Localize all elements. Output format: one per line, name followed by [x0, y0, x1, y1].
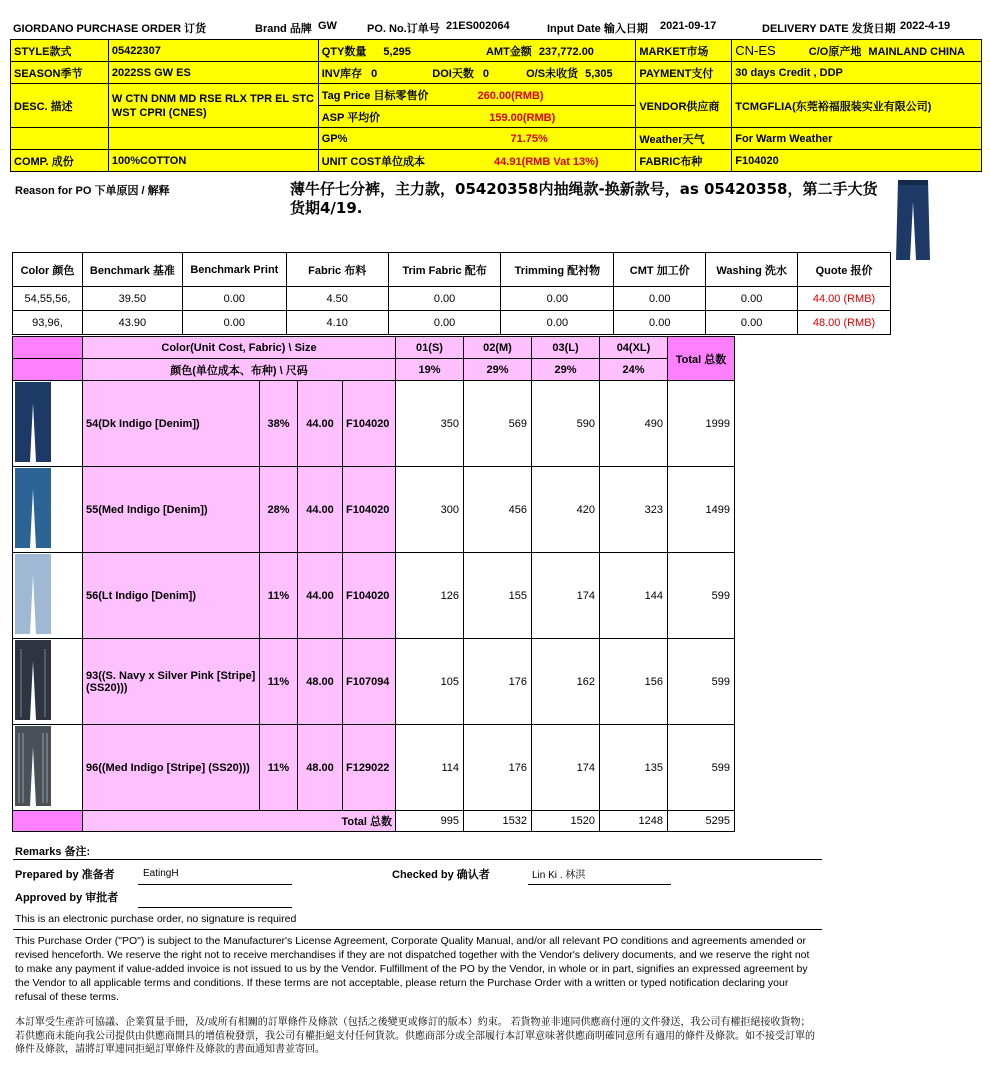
jeans-navy-stripe-icon [13, 639, 53, 721]
po-number-value: 21ES002064 [446, 20, 510, 32]
grand-total: 5295 [668, 811, 735, 832]
divider [13, 929, 822, 930]
checked-label: Checked by 确认者 [392, 869, 490, 881]
delivery-date-label: DELIVERY DATE 发货日期 [762, 23, 896, 35]
payment-value: 30 days Credit , DDP [732, 62, 982, 84]
jeans-dk-indigo-icon [13, 381, 53, 463]
total-head: Total 总数 [668, 337, 735, 381]
col-fabric: Fabric 布料 [286, 253, 388, 287]
table-row: 56(Lt Indigo [Denim]) 11% 44.00 F104020 126 155 174 144 599 [13, 553, 735, 639]
ratio-xl: 24% [600, 359, 668, 381]
payment-label: PAYMENT支付 [636, 62, 732, 84]
ratio-l: 29% [532, 359, 600, 381]
ratio-m: 29% [464, 359, 532, 381]
input-date-value: 2021-09-17 [660, 20, 717, 32]
fabric-label: FABRIC布种 [636, 150, 732, 172]
po-info-table [10, 39, 982, 172]
vendor-value: TCMGFLIA(东莞裕福服装实业有限公司) [732, 84, 982, 128]
size-quantity-table [12, 336, 735, 832]
remarks-label: Remarks 备注: [15, 846, 91, 858]
fabric-value: F104020 [732, 150, 982, 172]
size-l: 03(L) [532, 337, 600, 359]
asp-label: ASP 平均价 [321, 111, 381, 124]
jeans-med-indigo-icon [13, 467, 53, 549]
unit-cost-label: UNIT COST单位成本 [321, 155, 425, 168]
legal-text-en: This Purchase Order ("PO") is subject to the Manufacturer's License Agreement, Corporate Quality Manual, and/or all relevant PO conditions and agreements amended or revised henceforth. We reserve the right not to receive merchandises if they are not dispatched together with the Vendor's delivery documents, and we reserve the right not to make any payment if value-added invoice is not issued to us by the Vendor. Fulfillment of the PO by the Vendor, in whole or in part, signifies an expressed agreement by the Vendor to all applicable terms and conditions. If these terms are not acceptable, please return the Purchase Order with a written or typed notification declaring your refusal of these terms. [15, 935, 810, 1003]
unit-cost-value: 44.91(RMB Vat 13%) [494, 155, 599, 168]
col-trim-fabric: Trim Fabric 配布 [388, 253, 501, 287]
col-quote: Quote 报价 [798, 253, 891, 287]
comp-value: 100%COTTON [108, 150, 318, 172]
qty-label: QTY数量 [321, 45, 367, 58]
size-m: 02(M) [464, 337, 532, 359]
brand-value: GW [318, 20, 337, 32]
jeans-med-stripe-icon [13, 725, 53, 807]
comp-label: COMP. 成份 [11, 150, 109, 172]
gp-label: GP% [321, 132, 348, 145]
gp-value: 71.75% [510, 132, 548, 145]
input-date-label: Input Date 输入日期 [547, 23, 648, 35]
totals-label: Total 总数 [83, 811, 396, 832]
table-row: 93,96, 43.90 0.00 4.10 0.00 0.00 0.00 0.00 48.00 (RMB) [13, 311, 891, 335]
os-label: O/S未收货 [526, 67, 579, 80]
tag-price-label: Tag Price 目标零售价 [321, 89, 429, 102]
po-number-label: PO. No.订单号 [367, 23, 440, 35]
checked-value: Lin Ki . 林淇 [532, 870, 586, 881]
size-head-zh: 颜色(单位成本、布种) \ 尺码 [83, 359, 396, 381]
table-row: 55(Med Indigo [Denim]) 28% 44.00 F104020 300 456 420 323 1499 [13, 467, 735, 553]
tag-price-value: 260.00(RMB) [477, 89, 544, 102]
os-value: 5,305 [585, 67, 613, 80]
table-row: 54(Dk Indigo [Denim]) 38% 44.00 F104020 350 569 590 490 1999 [13, 381, 735, 467]
brand-label: Brand 品牌 [255, 23, 312, 35]
season-label: SEASON季节 [11, 62, 109, 84]
amt-label: AMT金额 [485, 45, 532, 58]
desc-value: W CTN DNM MD RSE RLX TPR EL STC WST CPRI (CNES) [108, 84, 318, 128]
origin-label: C/O原产地 [808, 45, 862, 58]
approved-label: Approved by 审批者 [15, 892, 119, 904]
table-row: 93((S. Navy x Silver Pink [Stripe] (SS20))) 11% 48.00 F107094 105 176 162 156 599 [13, 639, 735, 725]
asp-value: 159.00(RMB) [489, 111, 556, 124]
reason-text: 薄牛仔七分裤，主力款，05420358内抽绳款-换新款号，as 05420358，第二手大货货期4/19. [290, 180, 878, 217]
col-trimming: Trimming 配衬物 [501, 253, 614, 287]
market-value: CN-ES [735, 42, 776, 58]
delivery-date-value: 2022-4-19 [900, 20, 951, 32]
divider [138, 884, 292, 885]
product-jeans-image [894, 178, 932, 262]
col-color: Color 颜色 [13, 253, 83, 287]
inv-label: INV库存 [321, 67, 363, 80]
divider [13, 859, 822, 860]
jeans-lt-indigo-icon [13, 553, 53, 635]
inv-value: 0 [371, 67, 378, 80]
season-value: 2022SS GW ES [108, 62, 318, 84]
doi-label: DOI天数 [432, 67, 474, 80]
doi-value: 0 [482, 67, 490, 80]
electronic-note: This is an electronic purchase order, no signature is required [15, 913, 297, 925]
style-value: 05422307 [108, 40, 318, 62]
amt-value: 237,772.00 [538, 45, 594, 58]
size-head-en: Color(Unit Cost, Fabric) \ Size [83, 337, 396, 359]
divider [528, 884, 671, 885]
prepared-label: Prepared by 准备者 [15, 869, 115, 881]
divider [138, 907, 292, 908]
reason-label: Reason for PO 下单原因 / 解释 [15, 185, 170, 197]
weather-label: Weather天气 [636, 128, 732, 150]
weather-value: For Warm Weather [732, 128, 982, 150]
prepared-value: EatingH [143, 868, 179, 879]
totals-row: Total 总数 995 1532 1520 1248 5295 [13, 811, 735, 832]
market-label: MARKET市场 [636, 40, 732, 62]
col-benchmark: Benchmark 基准 [82, 253, 182, 287]
size-s: 01(S) [396, 337, 464, 359]
col-cmt: CMT 加工价 [614, 253, 706, 287]
table-row: 96((Med Indigo [Stripe] (SS20))) 11% 48.00 F129022 114 176 174 135 599 [13, 725, 735, 811]
legal-text-zh: 本訂單受生產許可協議、企業質量手冊，及/或所有相關的訂單條件及條款（包括之後變更或修訂的版本）約束。 若貨物並非連同供應商付運的文件發送，我公司有權拒絕接收貨物；若供應商未能向我公司提供由供應商開具的增值稅發票，我公司有權拒絕支付任何貨款。供應商部分或全部履行本訂單意味著供應商明確同意所有適用的條件及條款。如不接受訂單的條件及條款，請將訂單連同拒絕訂單條件及條款的書面通知書並寄回。 [15, 1017, 815, 1055]
cost-breakdown-table [12, 252, 891, 335]
col-benchmark-print: Benchmark Print [182, 253, 286, 287]
desc-label: DESC. 描述 [11, 84, 109, 128]
origin-value: MAINLAND CHINA [868, 45, 965, 58]
ratio-s: 19% [396, 359, 464, 381]
vendor-label: VENDOR供应商 [636, 84, 732, 128]
style-label: STYLE款式 [11, 40, 109, 62]
col-washing: Washing 洗水 [706, 253, 798, 287]
size-xl: 04(XL) [600, 337, 668, 359]
table-row: 54,55,56, 39.50 0.00 4.50 0.00 0.00 0.00 0.00 44.00 (RMB) [13, 287, 891, 311]
po-title: GIORDANO PURCHASE ORDER 订货 [13, 23, 207, 35]
qty-value: 5,295 [383, 45, 411, 58]
